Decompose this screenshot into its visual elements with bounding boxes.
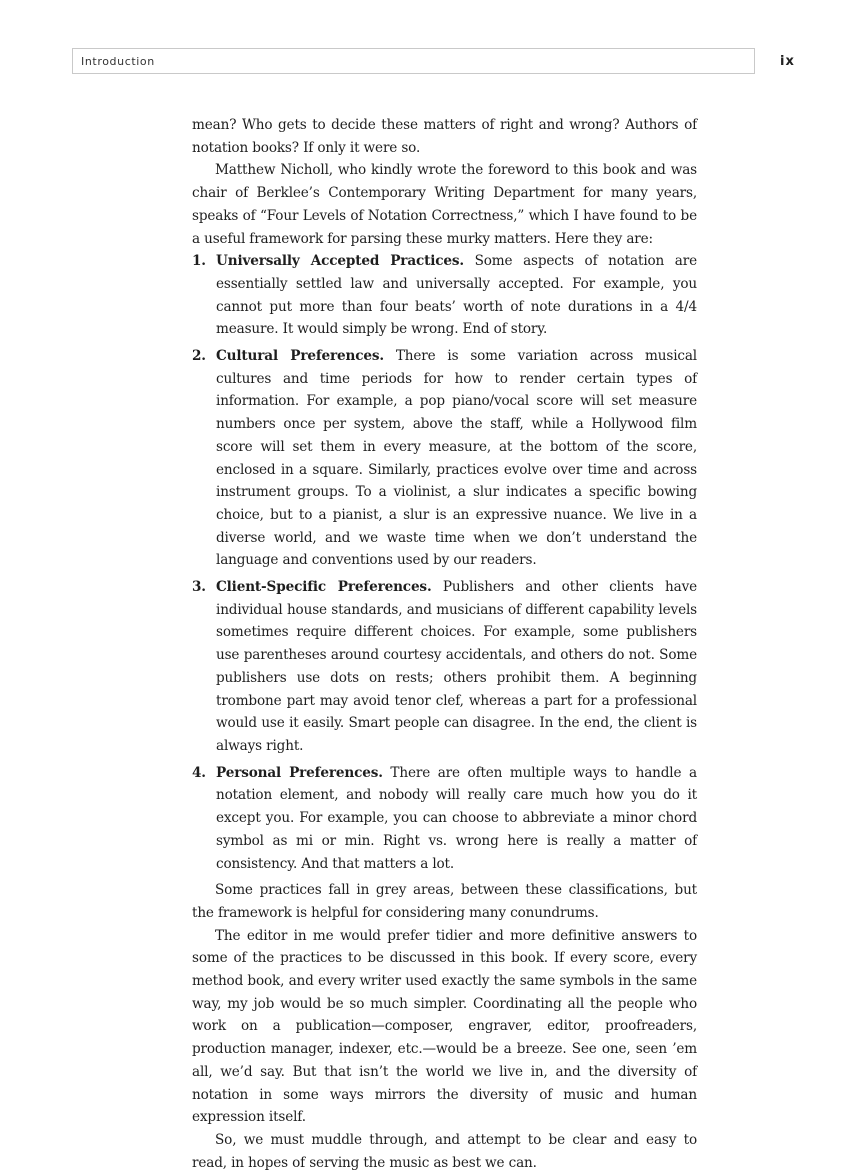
paragraph-2: Matthew Nicholl, who kindly wrote the foreword to this book and was chair of Berklee’s Contemporary Writing Department for many years, speaks of “Four Levels of Notation Correctness,” which I have found to be a useful framework for parsing these murky matters. Here they are: [192,162,697,247]
paragraph-5: So, we must muddle through, and attempt to be clear and easy to read, in hopes of serving the music as best we can. [192,1131,697,1171]
list-text: There are often multiple ways to handle a notation element, and nobody will really care much how you do it except you. For example, you can choose to abbreviate a minor chord symbol as mi or min. Right vs. wrong here is really a matter of consistency. And that matters a lot. [216,764,697,872]
list-term: Cultural Preferences. [216,348,384,365]
list-item [192,345,697,572]
list-number: 4. [192,764,206,781]
list-number: 2. [192,348,206,365]
paragraph-1: mean? Who gets to decide these matters of right and wrong? Authors of notation books? If only it were so. [192,117,697,156]
list-item [192,250,697,341]
list-term: Universally Accepted Practices. [216,253,464,270]
section-title: Introduction [81,55,155,68]
running-header [72,48,755,74]
list-text: Some aspects of notation are essentially settled law and universally accepted. For example, you cannot put more than four beats’ worth of note durations in a 4/4 measure. It would simply be wrong. End of story. [216,253,697,338]
list-item [192,762,697,876]
paragraph-4: The editor in me would prefer tidier and more definitive answers to some of the practices to be discussed in this book. If every score, every method book, and every writer used exactly the same symbols in the same way, my job would be so much simpler. Coordinating all the people who work on a publication—composer, engraver, editor, proofreaders, production manager, indexer, etc.—would be a breeze. See one, seen ’em all, we’d say. But that isn’t the world we live in, and the diversity of notation in some ways mirrors the diversity of music and human expression itself. [192,927,697,1126]
list-number: 1. [192,253,206,270]
list-text: There is some variation across musical cultures and time periods for how to render certain types of information. For example, a pop piano/vocal score will set measure numbers once per system, above the staff, while a Hollywood film score will set them in every measure, at the bottom of the score, enclosed in a square. Similarly, practices evolve over time and across instrument groups. To a violinist, a slur indicates a specific bowing choice, but to a pianist, a slur is an expressive nuance. We live in a diverse world, and we waste time when we don’t understand the language and conventions used by our readers. [216,348,698,569]
list-term: Client-Specific Preferences. [216,579,432,596]
list-item [192,576,697,758]
list-number: 3. [192,579,206,596]
list-term: Personal Preferences. [216,764,383,781]
page-number: ix [780,54,795,69]
list-text: Publishers and other clients have individual house standards, and musicians of different capability levels sometimes require different choices. For example, some publishers use parentheses around courtesy accidentals, and others do not. Some publishers use dots on rests; others prohibit them. A beginning trombone part may avoid tenor clef, whereas a part for a professional would use it easily. Smart people can disagree. In the end, the client is always right. [216,579,697,754]
correctness-levels-list [192,250,697,875]
paragraph-3: Some practices fall in grey areas, between these classifications, but the framework is helpful for considering many conundrums. [192,882,697,921]
page-body [192,114,697,1174]
